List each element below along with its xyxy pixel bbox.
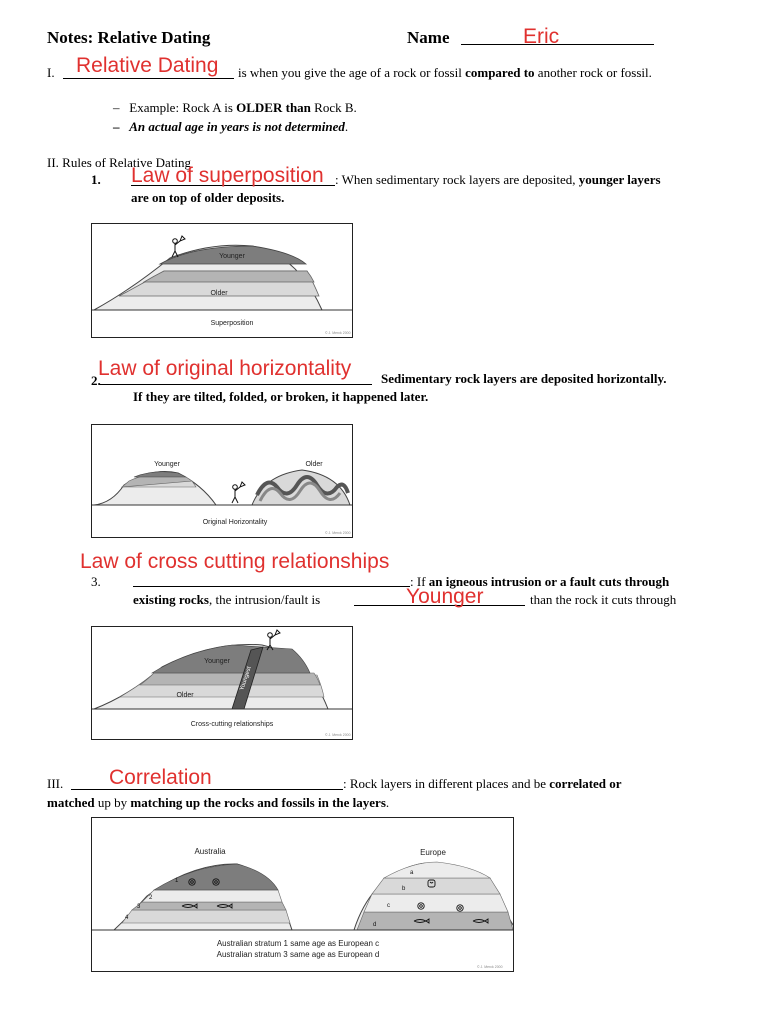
layer-middle — [144, 271, 314, 282]
australia-layer-4 — [122, 910, 290, 923]
section-2-heading: II. Rules of Relative Dating — [47, 155, 192, 170]
superposition-older-label: Older — [210, 290, 228, 297]
australia-layer-4-label: 4 — [125, 915, 129, 921]
cross-cutting-figure — [91, 626, 353, 740]
rule-2-number: 2. — [91, 373, 101, 388]
section-1-numeral: I. — [47, 65, 55, 80]
rule-1-text: : When sedimentary rock layers are deposited, younger layers — [335, 172, 661, 187]
horizontality-older-label: Older — [305, 461, 323, 468]
rule-3-number: 3. — [91, 574, 101, 589]
europe-layer-c-label: c — [387, 903, 390, 909]
rule-3-text-line2: existing rocks, the intrusion/fault is — [133, 592, 321, 607]
cross-cutting-older-label: Older — [176, 692, 194, 699]
geologist-icon — [232, 482, 245, 503]
europe-layer-a — [384, 862, 490, 878]
horizontality-copyright: © J. Merck 2000 — [325, 531, 351, 535]
rule-3-text-line2-end: than the rock it cuts through — [530, 592, 677, 607]
europe-layer-d-label: d — [373, 922, 377, 928]
europe-layer-a-label: a — [410, 870, 414, 876]
australia-layer-1-label: 1 — [175, 878, 179, 884]
bullet-note: – An actual age in years is not determined. — [113, 119, 349, 134]
section-1-answer: Relative Dating — [76, 54, 219, 77]
superposition-caption: Superposition — [210, 320, 254, 327]
section-3-text-line2: matched up by matching up the rocks and fossils in the layers. — [47, 795, 390, 810]
correlation-caption-2: Australian stratum 3 same age as European d — [216, 950, 380, 959]
section-1-blank[interactable] — [63, 78, 234, 79]
cross-cutting-copyright: © J. Merck 2000 — [325, 733, 351, 737]
horizontality-figure — [91, 424, 353, 538]
rule-2-text-line2: If they are tilted, folded, or broken, it happened later. — [133, 389, 429, 404]
section-3-answer: Correlation — [109, 766, 212, 789]
rule-2-text: Sedimentary rock layers are deposited horizontally. — [381, 371, 667, 386]
rule-3-answer: Law of cross cutting relationships — [80, 550, 390, 573]
cross-cutting-caption: Cross-cutting relationships — [190, 721, 274, 728]
cross-cutting-younger-label: Younger — [204, 658, 230, 665]
horizontality-younger-label: Younger — [154, 461, 180, 468]
rule-2-blank[interactable] — [99, 384, 372, 385]
superposition-younger-label: Younger — [219, 253, 245, 260]
australia-layer-3 — [132, 902, 286, 910]
correlation-caption-1: Australian stratum 1 same age as European c — [216, 939, 380, 948]
australia-layer-2 — [142, 890, 282, 902]
europe-layer-b — [372, 878, 500, 894]
europe-layer-d — [357, 912, 513, 930]
bullet-example: – Example: Rock A is OLDER than Rock B. — [113, 100, 357, 115]
superposition-figure — [91, 223, 353, 338]
section-3-text: : Rock layers in different places and be correlated or — [343, 776, 622, 791]
name-answer: Eric — [523, 25, 560, 48]
section-1-definition: is when you give the age of a rock or fossil compared to another rock or fossil. — [238, 65, 652, 80]
rule-3-text: : If an igneous intrusion or a fault cuts through — [410, 574, 670, 589]
correlation-figure — [91, 817, 514, 972]
section-3-numeral: III. — [47, 776, 64, 791]
rule-1-text-line2: are on top of older deposits. — [131, 190, 285, 205]
australia-layer-3-label: 3 — [137, 904, 141, 910]
correlation-copyright: © J. Merck 2000 — [477, 965, 503, 969]
rule-2-answer: Law of original horizontality — [98, 357, 352, 380]
horizontality-caption: Original Horizontality — [202, 519, 268, 526]
geologist-icon — [267, 630, 280, 650]
cross-cutting-youngest-label: Youngest — [239, 665, 253, 692]
australia-layer-2-label: 2 — [149, 895, 153, 901]
rule-1-answer: Law of superposition — [131, 164, 324, 187]
rule-3-answer-2: Younger — [406, 585, 484, 608]
europe-label: Europe — [420, 848, 446, 857]
europe-layer-c — [364, 894, 508, 912]
rule-3-blank[interactable] — [133, 586, 410, 587]
rule-1-number: 1. — [91, 172, 101, 187]
superposition-copyright: © J. Merck 2000 — [325, 331, 351, 335]
page-title: Notes: Relative Dating — [47, 28, 211, 47]
name-label: Name — [407, 28, 450, 47]
australia-layer-1 — [154, 864, 278, 890]
australia-label: Australia — [194, 847, 226, 856]
europe-layer-b-label: b — [402, 886, 406, 892]
